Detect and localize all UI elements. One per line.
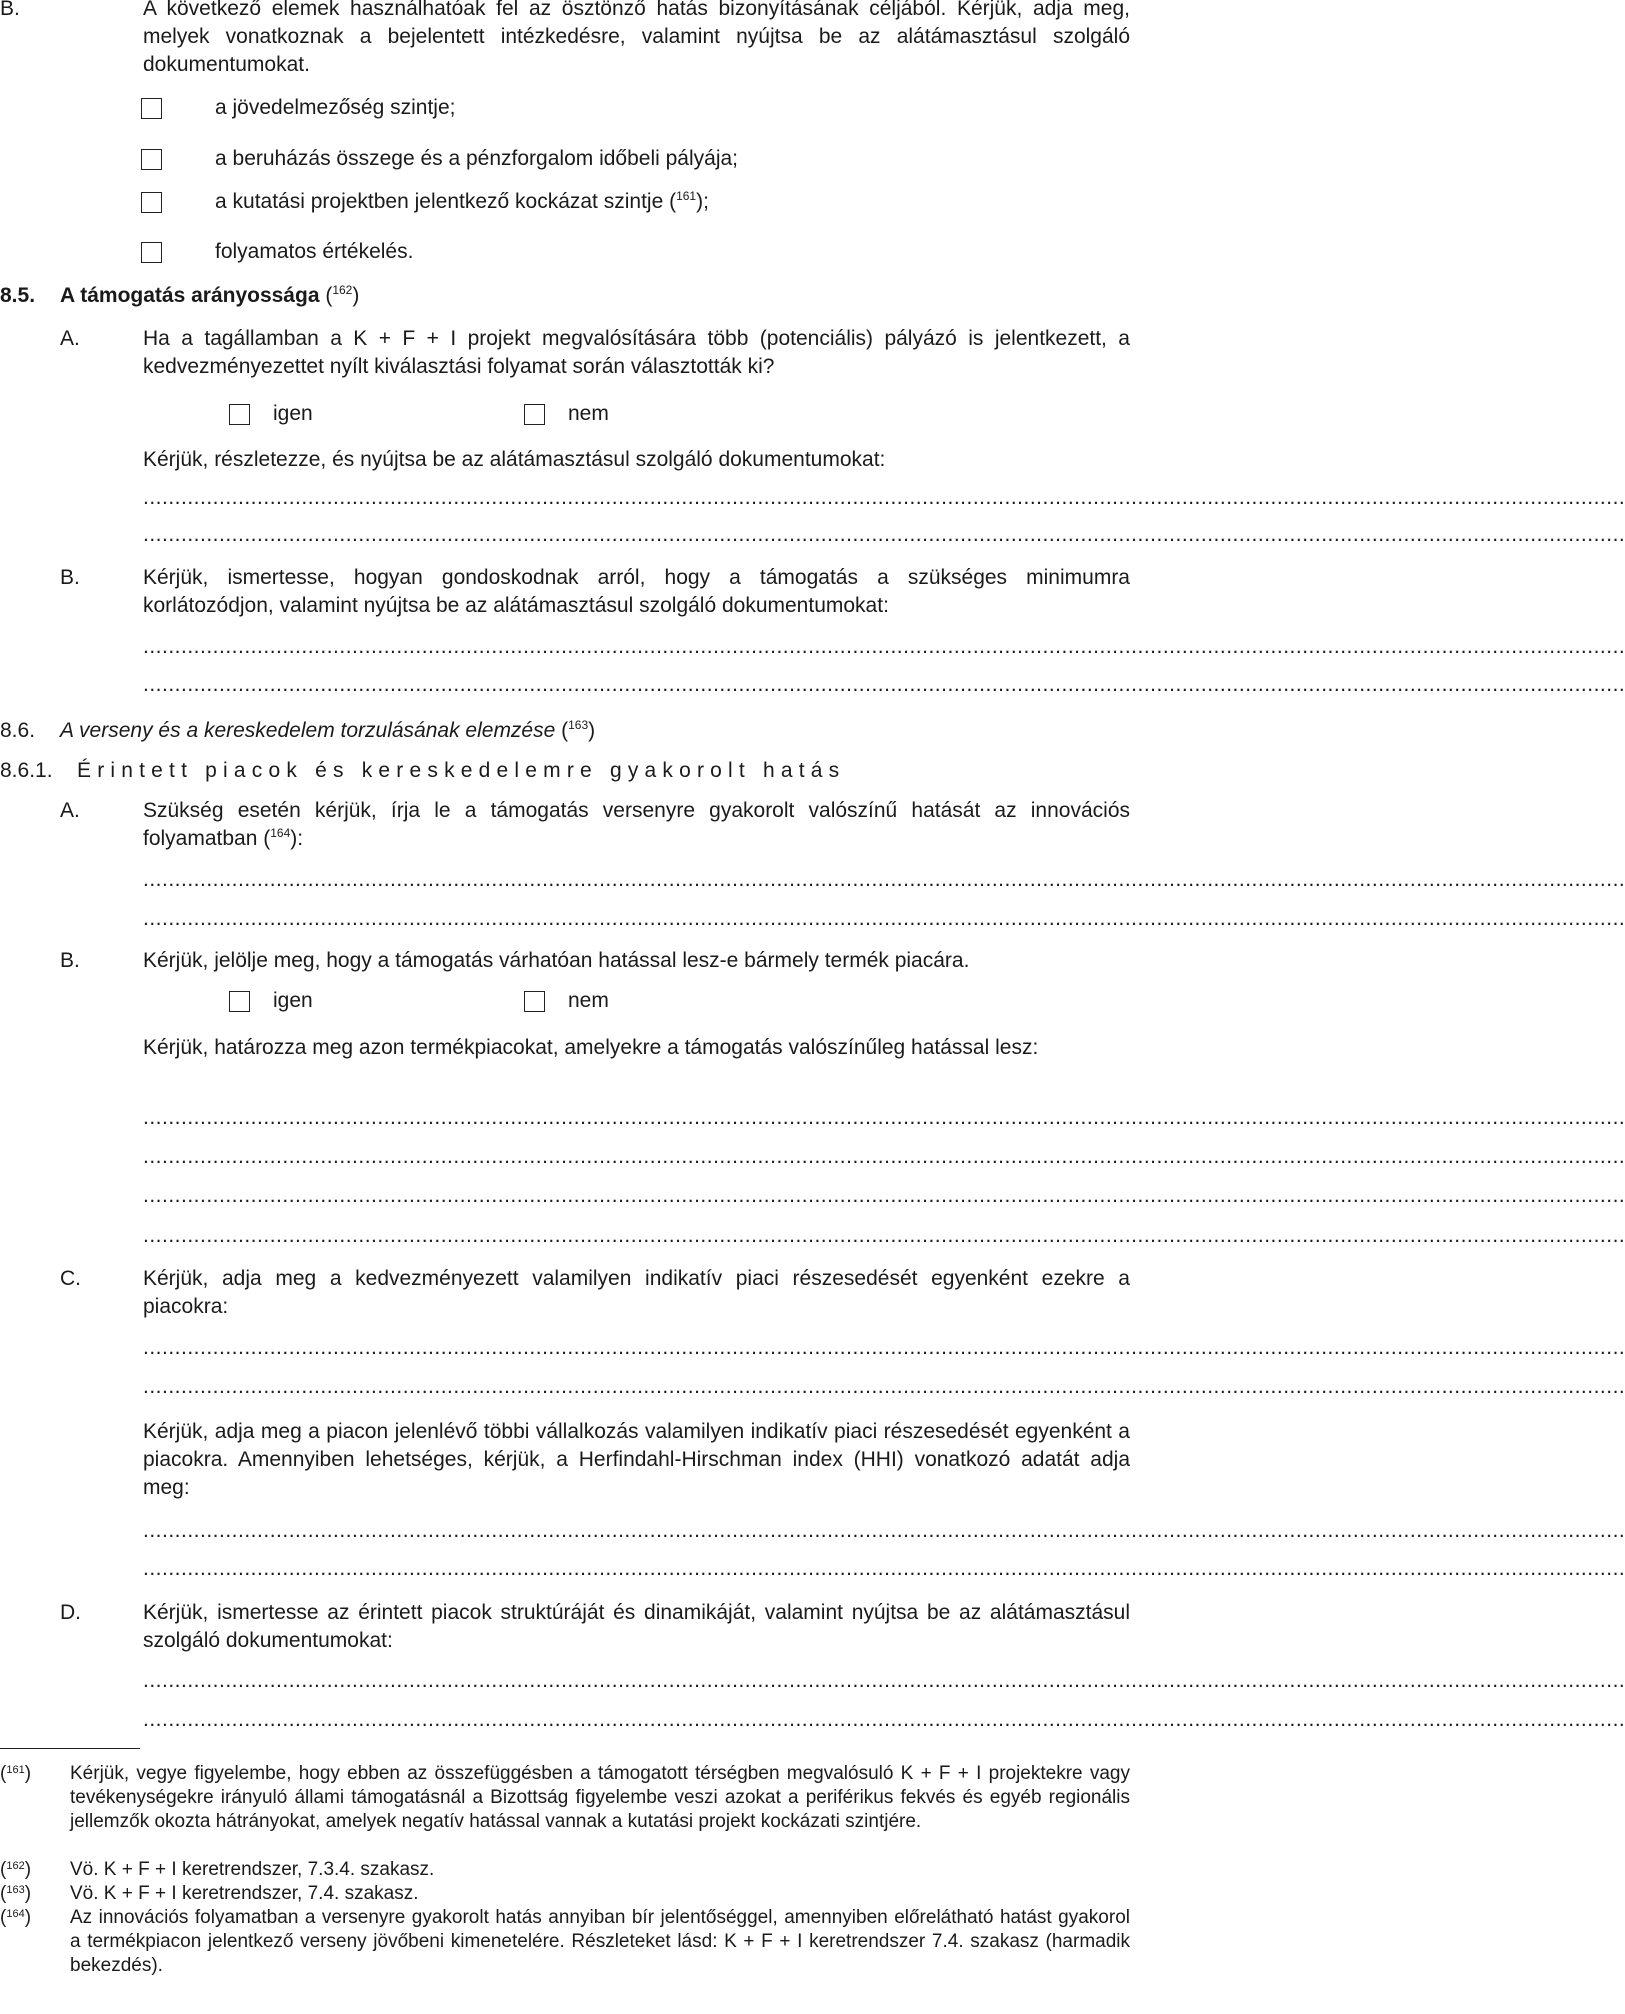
section-number: 8.6.: [0, 719, 36, 742]
incentive-elements-text: A következő elemek használhatóak fel az ösztönző hatás bizonyításának céljából. Kérjük, adja meg, melyek vonatkoznak a bejelentett intézkedésre, valamint nyújtsa be az alátámasztásul szolgáló dokumentumokat.: [143, 0, 1130, 76]
answer-line[interactable]: ..........................................................................................................................................................................................................................................: [143, 523, 1625, 546]
prompt-text: Kérjük, részletezze, és nyújtsa be az alátámasztásul szolgáló dokumentumokat:: [143, 448, 886, 471]
yes-label: igen: [273, 402, 313, 425]
answer-line[interactable]: ..........................................................................................................................................................................................................................................: [143, 1669, 1625, 1692]
item-letter: B.: [60, 566, 80, 589]
answer-line[interactable]: ..........................................................................................................................................................................................................................................: [143, 868, 1625, 891]
no-label: nem: [568, 989, 609, 1012]
checkbox-yes[interactable]: [229, 404, 250, 425]
item-letter: C.: [60, 1267, 81, 1290]
answer-line[interactable]: ..........................................................................................................................................................................................................................................: [143, 907, 1625, 930]
checkbox-investment-amount[interactable]: [141, 149, 162, 170]
footnote-number: ($^{164}$): [0, 1907, 32, 1928]
section-number: 8.5.: [0, 284, 36, 307]
answer-line[interactable]: ..........................................................................................................................................................................................................................................: [143, 486, 1625, 509]
footnote-number: ($^{163}$): [0, 1883, 32, 1904]
answer-line[interactable]: ..........................................................................................................................................................................................................................................: [143, 1224, 1625, 1247]
checkbox-yes[interactable]: [229, 991, 250, 1012]
no-label: nem: [568, 402, 609, 425]
item-letter: B.: [0, 0, 20, 20]
section-heading-8-6: A verseny és a kereskedelem torzulásának elemzése ($^{163}$): [60, 718, 596, 742]
answer-line[interactable]: ..........................................................................................................................................................................................................................................: [143, 1145, 1625, 1168]
footnote-ref[interactable]: 163: [568, 718, 589, 732]
answer-line[interactable]: ..........................................................................................................................................................................................................................................: [143, 1708, 1625, 1731]
answer-line[interactable]: ..........................................................................................................................................................................................................................................: [143, 673, 1625, 696]
question-text: Szükség esetén kérjük, írja le a támogatás versenyre gyakorolt valószínű hatását az innovációs folyamatban ($^{164}$):: [143, 799, 1130, 850]
answer-line[interactable]: ..........................................................................................................................................................................................................................................: [143, 1375, 1625, 1398]
checkbox-no[interactable]: [524, 404, 545, 425]
footnote-separator: [0, 1748, 140, 1749]
answer-line[interactable]: ..........................................................................................................................................................................................................................................: [143, 635, 1625, 658]
answer-line[interactable]: ..........................................................................................................................................................................................................................................: [143, 1557, 1625, 1580]
subsection-heading: Érintett piacok és kereskedelemre gyakorolt hatás: [77, 759, 846, 782]
checkbox-continuous-evaluation[interactable]: [141, 242, 162, 263]
answer-line[interactable]: ..........................................................................................................................................................................................................................................: [143, 1106, 1625, 1129]
item-letter: D.: [60, 1601, 81, 1624]
answer-line[interactable]: ..........................................................................................................................................................................................................................................: [143, 1519, 1625, 1542]
answer-line[interactable]: ..........................................................................................................................................................................................................................................: [143, 1184, 1625, 1207]
footnote-ref[interactable]: 162: [332, 283, 353, 297]
footnote-ref[interactable]: 164: [270, 826, 291, 840]
option-label: a beruházás összege és a pénzforgalom időbeli pályája;: [215, 147, 739, 170]
footnote-number: ($^{162}$): [0, 1859, 32, 1880]
prompt-text: Kérjük, határozza meg azon termékpiacokat, amelyekre a támogatás valószínűleg hatással lesz:: [143, 1036, 1039, 1059]
item-letter: A.: [60, 799, 80, 822]
section-heading-8-5: A támogatás arányossága ($^{162}$): [60, 283, 360, 307]
footnote-text: Vö. K + F + I keretrendszer, 7.3.4. szakasz.: [70, 1859, 435, 1880]
item-letter: B.: [60, 949, 80, 972]
checkbox-no[interactable]: [524, 991, 545, 1012]
checkbox-profitability[interactable]: [141, 98, 162, 119]
footnote-text: Az innovációs folyamatban a versenyre gyakorolt hatás annyiban bír jelentőséggel, amennyiben előrelátható hatást gyakorol a termékpiacon jelentkező verseny jövőbeni kimenetelére. Részleteket lásd: K + F + I keretrendszer 7.4. szakasz (harmadik bekezdés).: [70, 1907, 1130, 1976]
question-text: Kérjük, adja meg a piacon jelenlévő többi vállalkozás valamilyen indikatív piaci részesedését egyenként a piacokra. Amennyiben lehetséges, kérjük, a Herfindahl-Hirschman index (HHI) vonatkozó adatát adja meg:: [143, 1420, 1130, 1499]
footnote-number: ($^{161}$): [0, 1763, 32, 1784]
answer-line[interactable]: ..........................................................................................................................................................................................................................................: [143, 1336, 1625, 1359]
option-label-risk: a kutatási projektben jelentkező kockázat szintje ($^{161}$);: [215, 189, 709, 213]
item-letter: A.: [60, 327, 80, 350]
footnote-text: Vö. K + F + I keretrendszer, 7.4. szakasz.: [70, 1883, 419, 1904]
footnote-ref[interactable]: 161: [676, 189, 697, 203]
checkbox-risk-level[interactable]: [141, 192, 162, 213]
option-label: a jövedelmezőség szintje;: [215, 96, 456, 119]
footnote-text: Kérjük, vegye figyelembe, hogy ebben az összefüggésben a támogatott térségben megvalósuló K + F + I projektekre vagy tevékenységekre irányuló állami támogatásnál a Bizottság figyelembe veszi azokat a periférikus fekvés és egyéb regionális jellemzők okozta hátrányokat, amelyek negatív hatással vannak a kutatási projekt kockázati szintjére.: [70, 1763, 1130, 1832]
question-text: Kérjük, ismertesse az érintett piacok struktúráját és dinamikáját, valamint nyújtsa be az alátámasztásul szolgáló dokumentumokat:: [143, 1601, 1130, 1652]
section-number: 8.6.1.: [0, 759, 53, 782]
question-text: Ha a tagállamban a K + F + I projekt megvalósítására több (potenciális) pályázó is jelentkezett, a kedvezményezettet nyílt kiválasztási folyamat során választották ki?: [143, 327, 1130, 378]
question-text: Kérjük, jelölje meg, hogy a támogatás várhatóan hatással lesz-e bármely termék piacára.: [143, 949, 970, 972]
option-label: folyamatos értékelés.: [215, 240, 414, 263]
question-text: Kérjük, ismertesse, hogyan gondoskodnak arról, hogy a támogatás a szükséges minimumra korlátozódjon, valamint nyújtsa be az alátámasztásul szolgáló dokumentumokat:: [143, 566, 1130, 617]
question-text: Kérjük, adja meg a kedvezményezett valamilyen indikatív piaci részesedését egyenként ezekre a piacokra:: [143, 1267, 1130, 1318]
yes-label: igen: [273, 989, 313, 1012]
